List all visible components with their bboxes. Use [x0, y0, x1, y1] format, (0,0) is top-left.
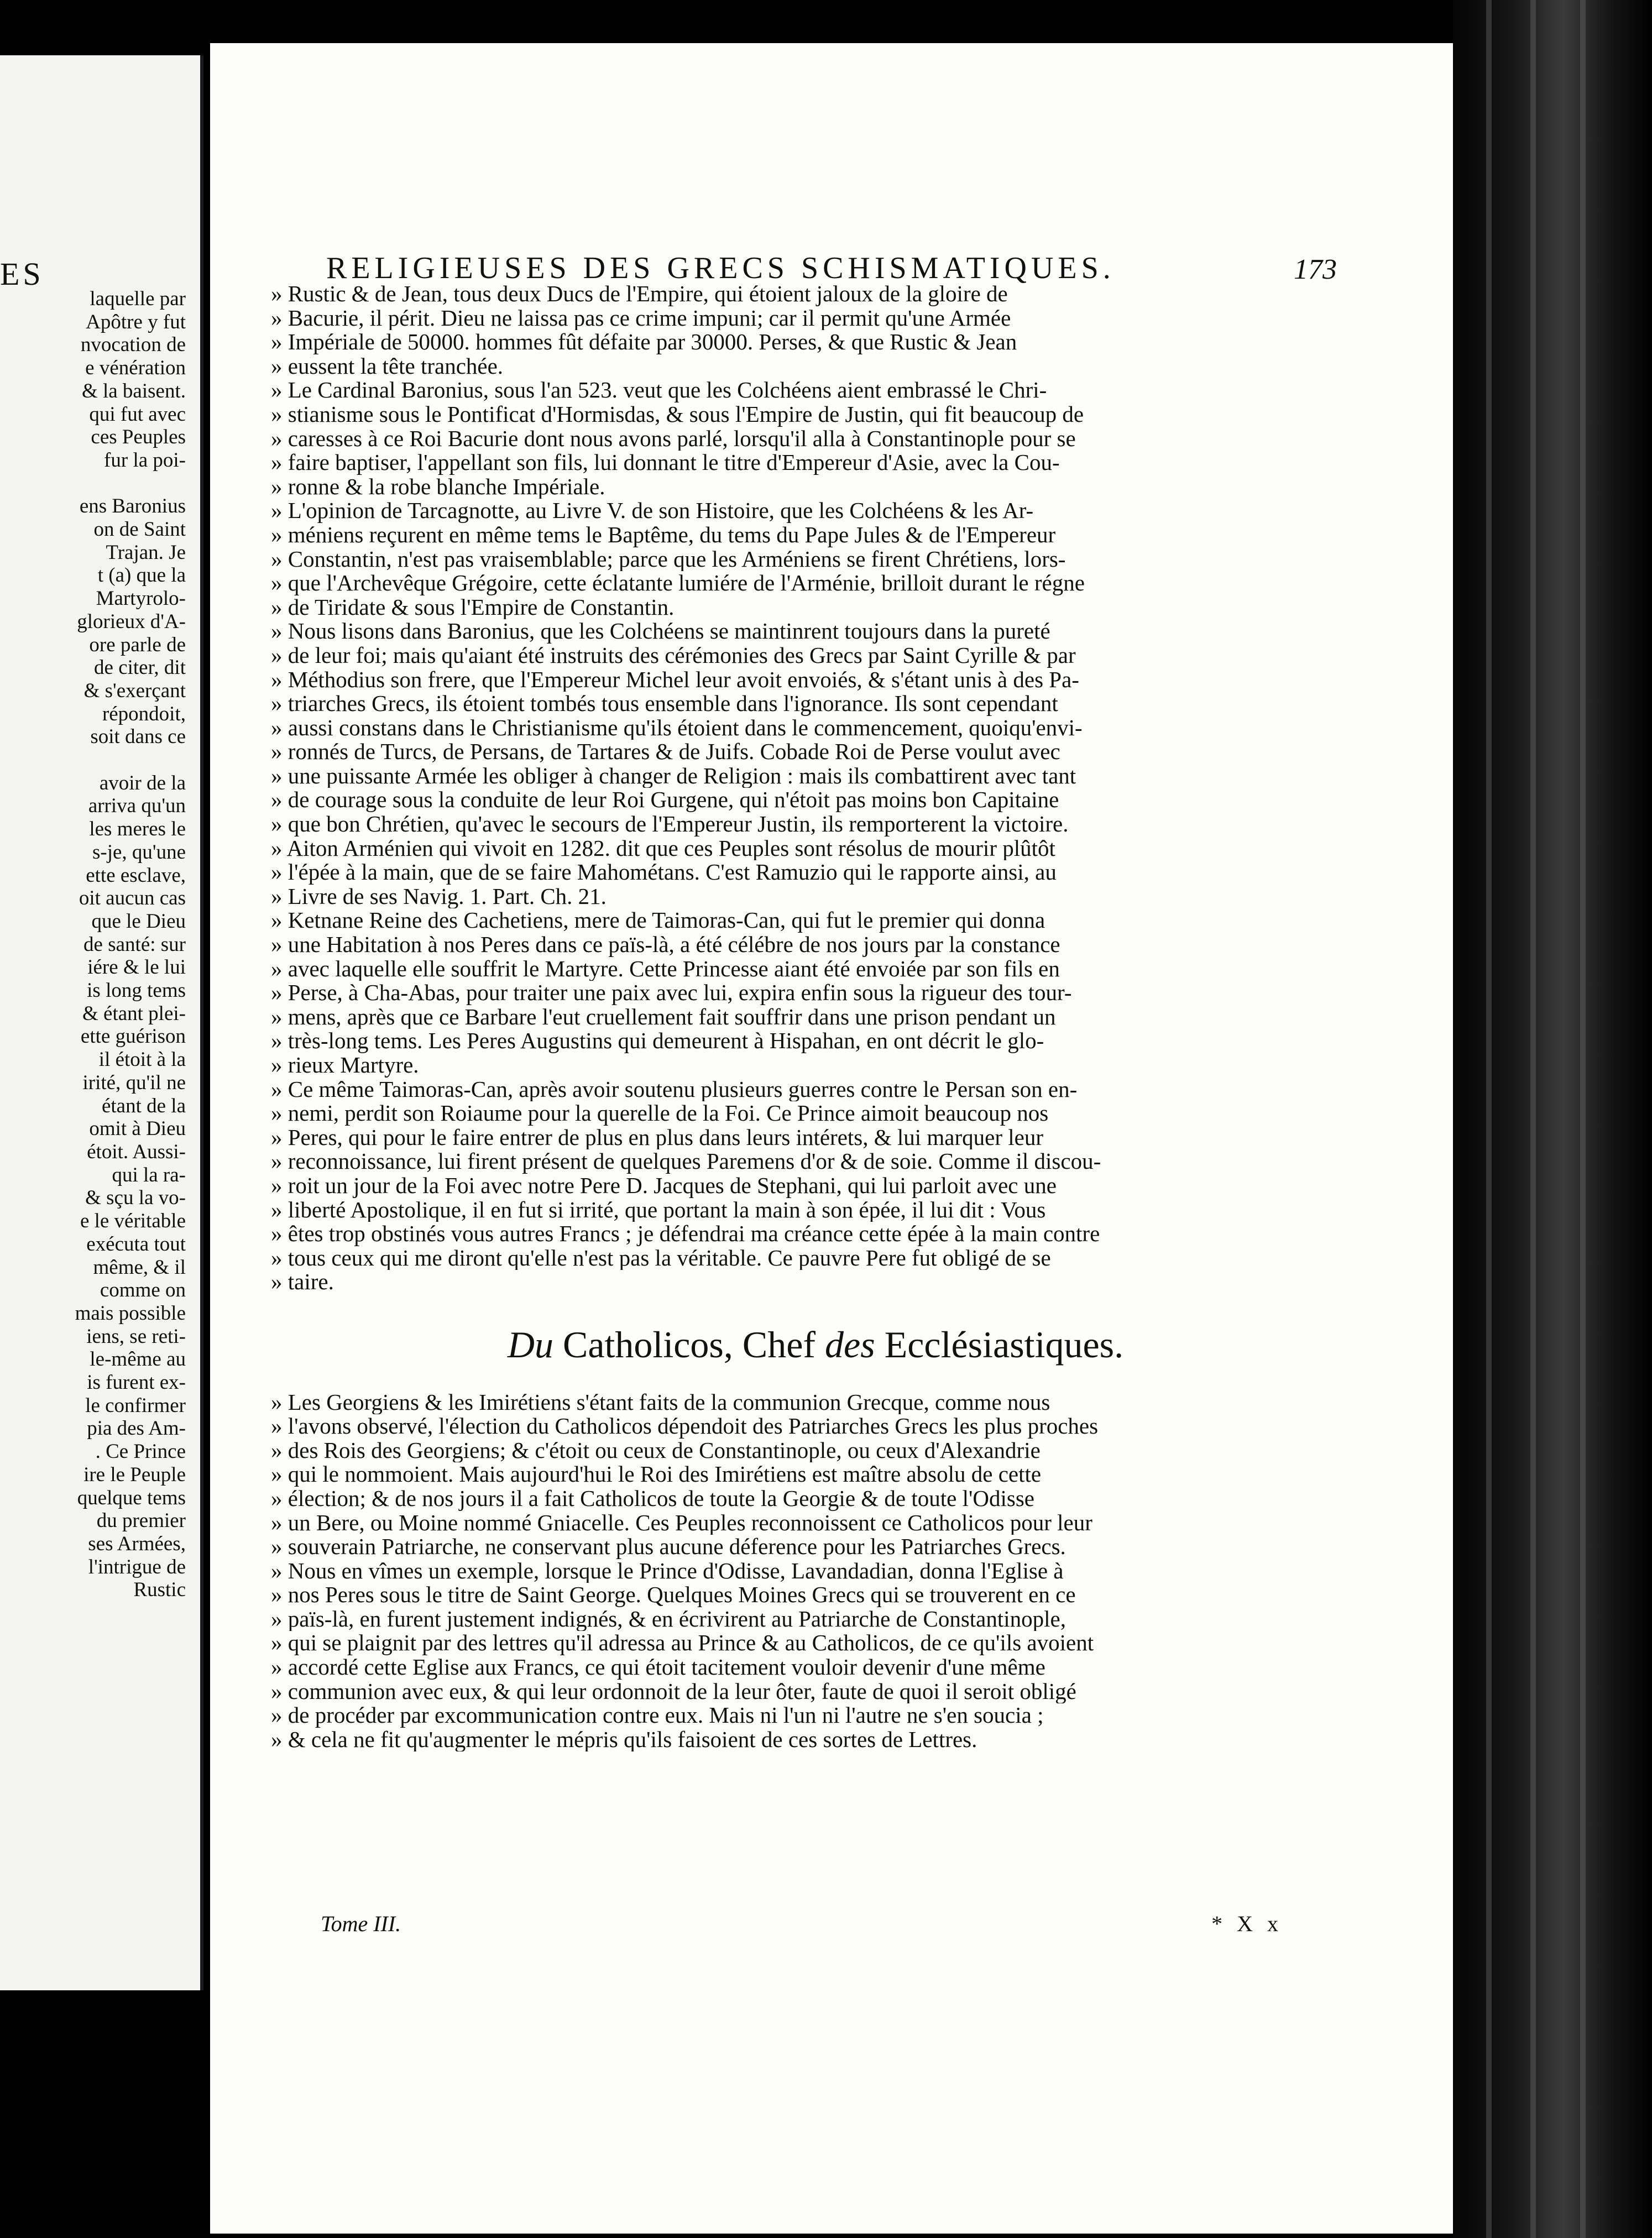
text-line: » qui se plaignit par des lettres qu'il adressa au Prince & au Catholicos, de ce qu'ils avoient [271, 1631, 1094, 1656]
text-line: » aussi constans dans le Christianisme qu'ils étoient dans le commencement, quoiqu'envi- [271, 715, 1083, 740]
left-page-line: ces Peuples [91, 426, 186, 449]
left-page-line: étant de la [101, 1094, 186, 1117]
text-line: » caresses à ce Roi Bacurie dont nous avons parlé, lorsqu'il alla à Constantinople pour se [271, 426, 1076, 451]
text-line: » Impériale de 50000. hommes fût défaite par 30000. Perses, & que Rustic & Jean [271, 330, 1017, 354]
text-line: » Les Georgiens & les Imirétiens s'étant faits de la communion Grecque, comme nous [271, 1390, 1050, 1415]
left-page-line: Martyrolo- [96, 587, 186, 610]
text-line: » que l'Archevêque Grégoire, cette éclatante lumiére de l'Arménie, brilloit durant le régne [271, 571, 1085, 595]
page-number: 173 [1294, 254, 1337, 285]
left-page-line: is furent ex- [87, 1371, 186, 1394]
paragraph [271, 619, 1360, 908]
text-line: » faire baptiser, l'appellant son fils, lui donnant le titre d'Empereur d'Asie, avec la Cou- [271, 451, 1060, 475]
text-line: » ronnés de Turcs, de Persans, de Tartares & de Juifs. Cobade Roi de Perse voulut avec [271, 740, 1060, 764]
left-page-line [3, 749, 186, 772]
left-page-line: l'intrigue de [88, 1555, 186, 1578]
text-line: » Le Cardinal Baronius, sous l'an 523. veut que les Colchéens aient embrassé le Chri- [271, 378, 1047, 402]
left-page-line: & sçu la vo- [85, 1186, 186, 1210]
text-line: » Ketnane Reine des Cachetiens, mere de Taimoras-Can, qui fut le premier qui donna [271, 908, 1045, 933]
left-page-line: comme on [100, 1279, 186, 1302]
text-line: » l'épée à la main, que de se faire Mahométans. C'est Ramuzio qui le rapporte ainsi, au [271, 860, 1057, 885]
text-line: » triarches Grecs, ils étoient tombés tous ensemble dans l'ignorance. Ils sont cependant [271, 692, 1058, 716]
text-line: » Peres, qui pour le faire entrer de plus en plus dans leurs intérets, & lui marquer leur [271, 1125, 1044, 1150]
left-page-line: ens Baronius [79, 495, 186, 518]
scan-margin-top [0, 0, 210, 55]
left-page-line: ette esclave, [86, 864, 186, 887]
paragraph [271, 378, 1360, 499]
text-line: » Ce même Taimoras-Can, après avoir soutenu plusieurs guerres contre le Persan son en- [271, 1077, 1078, 1102]
left-page-line: irité, qu'il ne [82, 1071, 186, 1094]
left-page-line: même, & il [93, 1256, 186, 1279]
left-page-line: & la baisent. [81, 379, 186, 402]
text-line: » Perse, à Cha-Abas, pour traiter une paix avec lui, expira enfin sous la rigueur des tour- [271, 981, 1072, 1005]
text-line: » méniens reçurent en même tems le Baptême, du tems du Pape Jules & de l'Empereur [271, 522, 1056, 547]
left-page-line: . Ce Prince [95, 1440, 186, 1463]
text-line: » de leur foi; mais qu'aiant été instruits des cérémonies des Grecs par Saint Cyrille & par [271, 643, 1076, 668]
text-line: » une Habitation à nos Peres dans ce païs-là, a été célébre de nos jours par la constance [271, 933, 1060, 957]
left-page-line: is long tems [87, 979, 186, 1002]
text-line: » taire. [271, 1270, 334, 1294]
text-line: » nos Peres sous le titre de Saint George. Quelques Moines Grecs qui se trouverent en ce [271, 1583, 1076, 1607]
text-line: » L'opinion de Tarcagnotte, au Livre V. de son Histoire, que les Colchéens & les Ar- [271, 499, 1034, 523]
left-page-line: le-même au [90, 1348, 186, 1371]
text-line: » êtes trop obstinés vous autres Francs ; je défendrai ma créance cette épée à la main contre [271, 1222, 1100, 1246]
text-line: » nemi, perdit son Roiaume pour la querelle de la Foi. Ce Prince aimoit beaucoup nos [271, 1101, 1049, 1126]
paragraph [271, 908, 1360, 1077]
left-page-line: ore parle de [89, 633, 186, 656]
text-line: » Nous lisons dans Baronius, que les Colchéens se maintinrent toujours dans la pureté [271, 619, 1050, 644]
heading-word: Du [507, 1323, 553, 1366]
book-edge [1453, 0, 1652, 2238]
text-line: » Constantin, n'est pas vraisemblable; parce que les Arméniens se firent Chrétiens, lors- [271, 547, 1066, 572]
section-paragraph [271, 1390, 1360, 1752]
left-page-line: ses Armées, [88, 1532, 186, 1555]
left-page-line: fur la poi- [104, 448, 186, 472]
page-footer [321, 1911, 1283, 1937]
signature-mark: * X x [1211, 1911, 1283, 1936]
left-page-line: avoir de la [99, 771, 186, 794]
heading-word: des [825, 1323, 875, 1366]
left-page-line: on de Saint [93, 518, 186, 541]
page-body [271, 282, 1360, 1751]
left-page-text [3, 287, 186, 1602]
page-edge-stripe [1530, 0, 1536, 2238]
left-page-line: il étoit à la [98, 1048, 186, 1071]
left-page-line: nvocation de [80, 333, 186, 357]
paragraph [271, 1390, 1360, 1752]
book-page [210, 43, 1453, 2234]
page-edge-stripe [1486, 0, 1492, 2238]
text-line: » ronne & la robe blanche Impériale. [271, 474, 605, 499]
left-page-line: répondoit, [102, 702, 186, 725]
left-page-line: pia des Am- [87, 1417, 186, 1440]
paragraph [271, 499, 1360, 619]
page-edge-stripe [1580, 0, 1586, 2238]
left-page-line: quelque tems [77, 1486, 186, 1509]
running-header: RELIGIEUSES DES GRECS SCHISMATIQUES. [326, 251, 1115, 285]
left-page-line: & étant plei- [82, 1002, 186, 1025]
text-line: » souverain Patriarche, ne conservant plus aucune déference pour les Patriarches Grecs. [271, 1535, 1066, 1559]
left-page-line: qui la ra- [112, 1163, 186, 1186]
text-line: » mens, après que ce Barbare l'eut cruellement fait souffrir dans une prison pendant un [271, 1005, 1056, 1029]
text-line: » roit un jour de la Foi avec notre Pere D. Jacques de Stephani, qui lui parloit avec une [271, 1173, 1057, 1198]
left-page-line: arriva qu'un [88, 794, 186, 818]
text-line: » que bon Chrétien, qu'avec le secours de l'Empereur Justin, ils remporterent la victoire. [271, 812, 1069, 836]
heading-word: Chef [742, 1323, 816, 1366]
text-line: » de procéder par excommunication contre eux. Mais ni l'un ni l'autre ne s'en soucia ; [271, 1703, 1044, 1728]
left-page-line: t (a) que la [97, 564, 186, 587]
text-line: » l'avons observé, l'élection du Catholicos dépendoit des Patriarches Grecs les plus proches [271, 1414, 1099, 1439]
left-page-line: laquelle par [90, 287, 186, 310]
text-line: » qui le nommoient. Mais aujourd'hui le Roi des Imirétiens est maître absolu de cette [271, 1462, 1042, 1487]
text-line: » Rustic & de Jean, tous deux Ducs de l'Empire, qui étoient jaloux de la gloire de [271, 282, 1008, 306]
text-line: » très-long tems. Les Peres Augustins qui demeurent à Hispahan, en ont décrit le glo- [271, 1029, 1044, 1053]
left-page-line: s-je, qu'une [92, 840, 186, 864]
left-page-line: iére & le lui [87, 956, 186, 979]
paragraph-list [271, 282, 1360, 1294]
left-page-line: étoit. Aussi- [87, 1140, 186, 1163]
left-page-line: omit à Dieu [89, 1117, 186, 1141]
text-line: » tous ceux qui me diront qu'elle n'est pas la véritable. Ce pauvre Pere fut obligé de se [271, 1246, 1051, 1270]
text-line: » élection; & de nos jours il a fait Catholicos de toute la Georgie & de toute l'Odisse [271, 1486, 1034, 1511]
text-line: » Aiton Arménien qui vivoit en 1282. dit que ces Peuples sont résolus de mourir plûtôt [271, 836, 1055, 861]
text-line: » des Rois des Georgiens; & c'étoit ou ceux de Constantinople, ou ceux d'Alexandrie [271, 1438, 1041, 1463]
text-line: » païs-là, en furent justement indignés, & en écrivirent au Patriarche de Constantinople, [271, 1607, 1066, 1632]
left-page-line: & s'exerçant [83, 679, 186, 702]
heading-word: Ecclésiastiques. [884, 1323, 1124, 1366]
text-line: » Bacurie, il périt. Dieu ne laissa pas ce crime impuni; car il permit qu'une Armée [271, 306, 1011, 331]
paragraph [271, 282, 1360, 378]
left-page-line: glorieux d'A- [77, 610, 186, 633]
text-line: » Nous en vîmes un exemple, lorsque le Prince d'Odisse, Lavandadian, donna l'Eglise à [271, 1559, 1064, 1583]
text-line: » rieux Martyre. [271, 1053, 419, 1078]
left-page-line: e vénération [85, 357, 186, 380]
text-line: » un Bere, ou Moine nommé Gniacelle. Ces Peuples reconnoissent ce Catholicos pour leur [271, 1510, 1092, 1535]
left-page-line: iens, se reti- [86, 1325, 186, 1348]
left-page-line: Apôtre y fut [86, 310, 186, 333]
text-line: » avec laquelle elle souffrit le Martyre. Cette Princesse aiant été envoiée par son fils en [271, 956, 1060, 981]
volume-label: Tome III. [321, 1911, 401, 1936]
left-page-line: le confirmer [85, 1394, 186, 1417]
text-line: » une puissante Armée les obliger à changer de Religion : mais ils combattirent avec tant [271, 764, 1076, 788]
left-page-line: ette guérison [80, 1025, 186, 1048]
text-line: » de courage sous la conduite de leur Roi Gurgene, qui n'étoit pas moins bon Capitaine [271, 788, 1059, 813]
left-page-line: que le Dieu [91, 909, 186, 933]
left-page-line: soit dans ce [90, 725, 186, 749]
left-page-header: ES [0, 256, 44, 292]
text-line: » communion avec eux, & qui leur ordonnoit de la leur ôter, faute de quoi il seroit obligé [271, 1679, 1076, 1704]
facing-page-left [0, 55, 203, 1990]
heading-word: Catholicos, [563, 1323, 733, 1366]
left-page-line [3, 472, 186, 495]
left-page-line: qui fut avec [89, 402, 186, 426]
left-page-line: de citer, dit [94, 656, 186, 679]
left-page-line: de santé: sur [83, 933, 186, 956]
left-page-line: les meres le [89, 818, 186, 841]
left-page-line: du premier [96, 1509, 186, 1533]
text-line: » Livre de ses Navig. 1. Part. Ch. 21. [271, 884, 607, 909]
text-line: » eussent la tête tranchée. [271, 354, 504, 379]
text-line: » de Tiridate & sous l'Empire de Constantin. [271, 595, 675, 620]
left-page-line: mais possible [75, 1301, 186, 1325]
left-page-line: ire le Peuple [83, 1463, 186, 1486]
left-page-line: e le véritable [80, 1210, 186, 1233]
text-line: » stianisme sous le Pontificat d'Hormisdas, & sous l'Empire de Justin, qui fit beaucoup de [271, 402, 1084, 427]
paragraph [271, 1078, 1360, 1294]
text-line: » Méthodius son frere, que l'Empereur Michel leur avoit envoiés, & s'étant unis à des Pa- [271, 667, 1079, 692]
left-page-line: exécuta tout [86, 1232, 186, 1256]
left-page-line: Trajan. Je [106, 541, 186, 564]
left-page-line: Rustic [133, 1578, 186, 1602]
text-line: » & cela ne fit qu'augmenter le mépris qu'ils faisoient de ces sortes de Lettres. [271, 1727, 977, 1752]
text-line: » accordé cette Eglise aux Francs, ce qui étoit tacitement vouloir devenir d'une même [271, 1655, 1045, 1680]
text-line: » liberté Apostolique, il en fut si irrité, que portant la main à son épée, il lui dit : Vous [271, 1198, 1046, 1222]
section-heading [271, 1323, 1360, 1366]
left-page-line: oit aucun cas [79, 887, 186, 910]
text-line: » reconnoissance, lui firent présent de quelques Paremens d'or & de soie. Comme il discou- [271, 1149, 1101, 1174]
